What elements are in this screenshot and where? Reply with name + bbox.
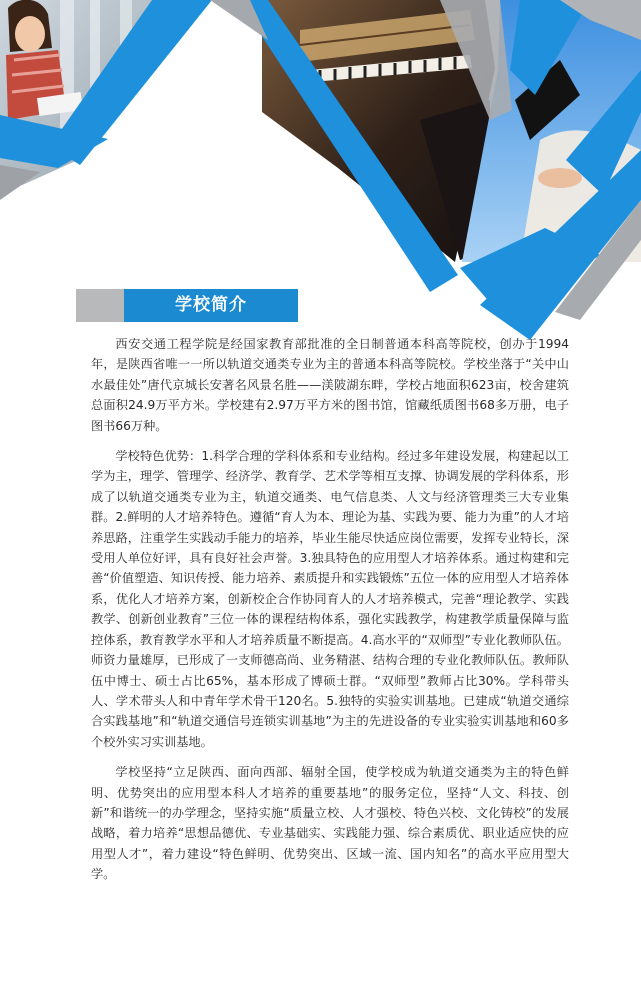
title-accent-block — [76, 289, 124, 322]
intro-content — [91, 334, 569, 895]
features-paragraph: 学校特色优势：1.科学合理的学科体系和专业结构。经过多年建设发展，构建起以工学为主，理学、管理学、经济学、教育学、艺术学等相互支撑、协调发展的学科体系，形成了以轨道交通类专业为主，轨道交通类、电气信息类、人文与经济管理类三大专业集群。2.鲜明的人才培养特色。遵循“育人为本、理论为基、实践为要、能力为重”的人才培养思路，注重学生实践动手能力的培养，毕业生能尽快适应岗位需要，发挥专业特长，深受用人单位好评，具有良好社会声誉。3.独具特色的应用型人才培养体系。通过构建和完善“价值塑造、知识传授、能力培养、素质提升和实践锻炼”五位一体的应用型人才培养体系，优化人才培养方案，创新校企合作协同育人的人才培养模式，完善“理论教学、实践教学、创新创业教育”三位一体的课程结构体系，强化实践教学，构建教学质量保障与监控体系，教育教学水平和人才培养质量不断提高。4.高水平的“双师型”专业化教师队伍。师资力量雄厚，已形成了一支师德高尚、业务精湛、结构合理的专业化教师队伍。教师队伍中博士、硕士占比65%，基本形成了博硕士群。“双师型”教师占比30%。学科带头人、学术带头人和中青年学术骨干120名。5.独特的实验实训基地。已建成“轨道交通综合实践基地”和“轨道交通信号连锁实训基地”为主的先进设备的专业实验实训基地和60多个校外实习实训基地。 — [91, 449, 569, 749]
section-title-bar — [76, 289, 298, 322]
intro-paragraph: 西安交通工程学院是经国家教育部批准的全日制普通本科高等院校，创办于1994年，是陕西省唯一一所以轨道交通类专业为主的普通本科高等院校。学校坐落于“关中山水最佳处”唐代京城长安著名风景名胜——渼陂湖东畔，学校占地面积623亩，校舍建筑总面积24.9万平方米。学校建有2.97万平方米的图书馆，馆藏纸质图书68多万册，电子图书66万种。 — [91, 337, 569, 433]
section-title: 学校简介 — [124, 289, 298, 322]
positioning-paragraph: 学校坚持“立足陕西、面向西部、辐射全国，使学校成为轨道交通类为主的特色鲜明、优势突出的应用型本科人才培养的重要基地”的服务定位，坚持“人文、科技、创新”和谐统一的办学理念，坚持实施“质量立校、人才强校、特色兴校、文化铸校”的发展战略，着力培养“思想品德优、专业基础实、实践能力强、综合素质优、职业适应快的应用型人才”，着力建设“特色鲜明、优势突出、区域一流、国内知名”的高水平应用型大学。 — [91, 765, 569, 882]
